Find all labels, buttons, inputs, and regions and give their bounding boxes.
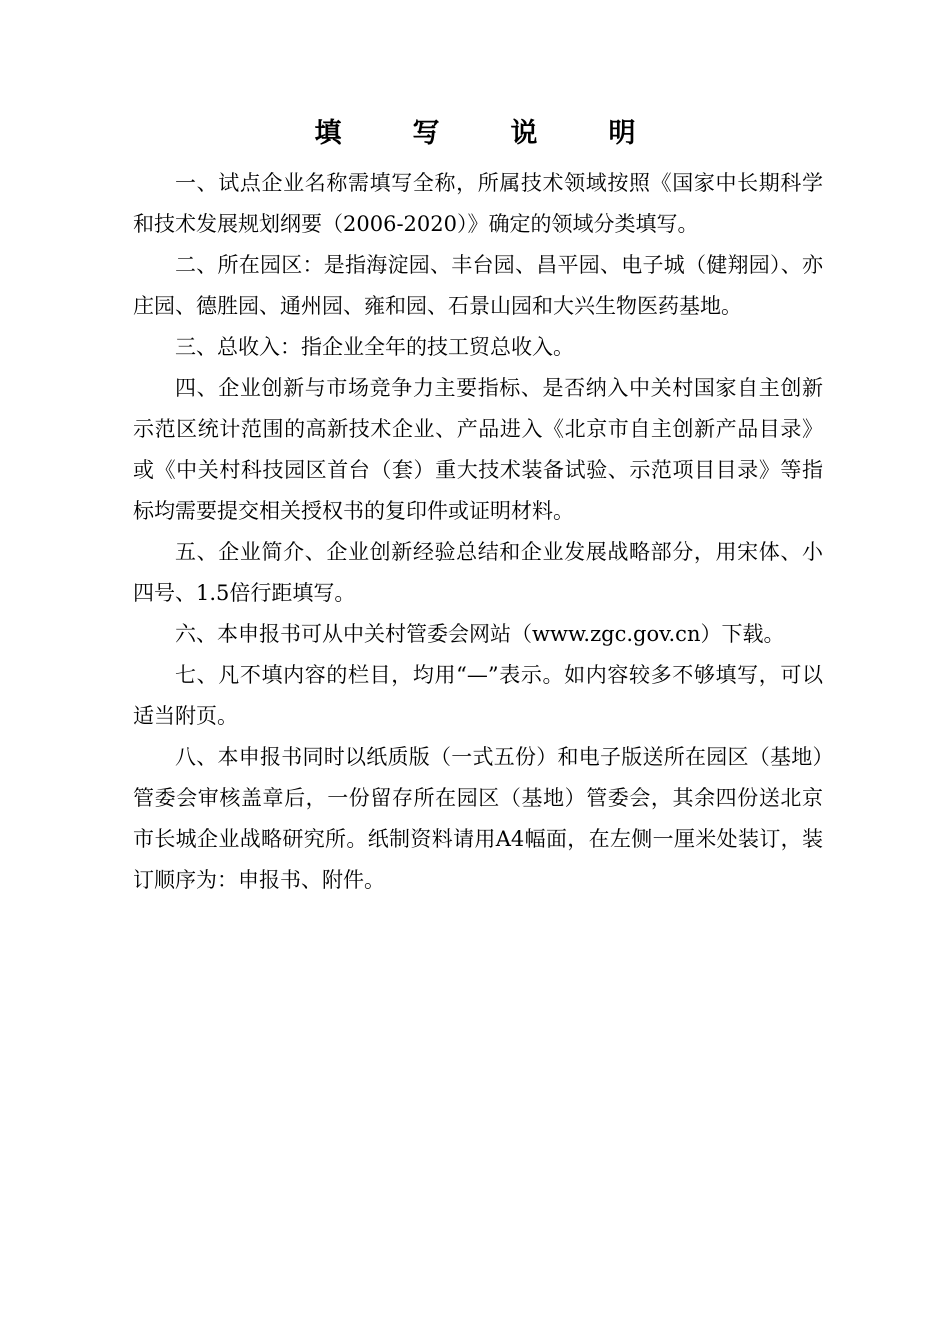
instruction-paragraph-4: 四、企业创新与市场竞争力主要指标、是否纳入中关村国家自主创新示范区统计范围的高新技术企业、产品进入《北京市自主创新产品目录》或《中关村科技园区首台（套）重大技术装备试验、示范项目目录》等指标均需要提交相关授权书的复印件或证明材料。 bbox=[133, 376, 823, 523]
instructions-body bbox=[133, 163, 823, 901]
instruction-paragraph-2: 二、所在园区：是指海淀园、丰台园、昌平园、电子城（健翔园）、亦庄园、德胜园、通州园、雍和园、石景山园和大兴生物医药基地。 bbox=[133, 253, 823, 318]
instruction-paragraph-5: 五、企业简介、企业创新经验总结和企业发展战略部分，用宋体、小四号、1.5倍行距填写。 bbox=[133, 540, 823, 605]
page-title: 填 写 说 明 bbox=[314, 118, 658, 149]
instruction-paragraph-8: 八、本申报书同时以纸质版（一式五份）和电子版送所在园区（基地）管委会审核盖章后，一份留存所在园区（基地）管委会，其余四份送北京市长城企业战略研究所。纸制资料请用A4幅面，在左侧一厘米处装订，装订顺序为：申报书、附件。 bbox=[133, 745, 823, 892]
instruction-paragraph-6: 六、本申报书可从中关村管委会网站（www.zgc.gov.cn）下载。 bbox=[175, 622, 785, 646]
instruction-paragraph-1: 一、试点企业名称需填写全称，所属技术领域按照《国家中长期科学和技术发展规划纲要（2006-2020）》确定的领域分类填写。 bbox=[133, 171, 823, 236]
instruction-paragraph-3: 三、总收入：指企业全年的技工贸总收入。 bbox=[175, 335, 574, 359]
instruction-paragraph-7: 七、凡不填内容的栏目，均用“—”表示。如内容较多不够填写，可以适当附页。 bbox=[133, 663, 823, 728]
